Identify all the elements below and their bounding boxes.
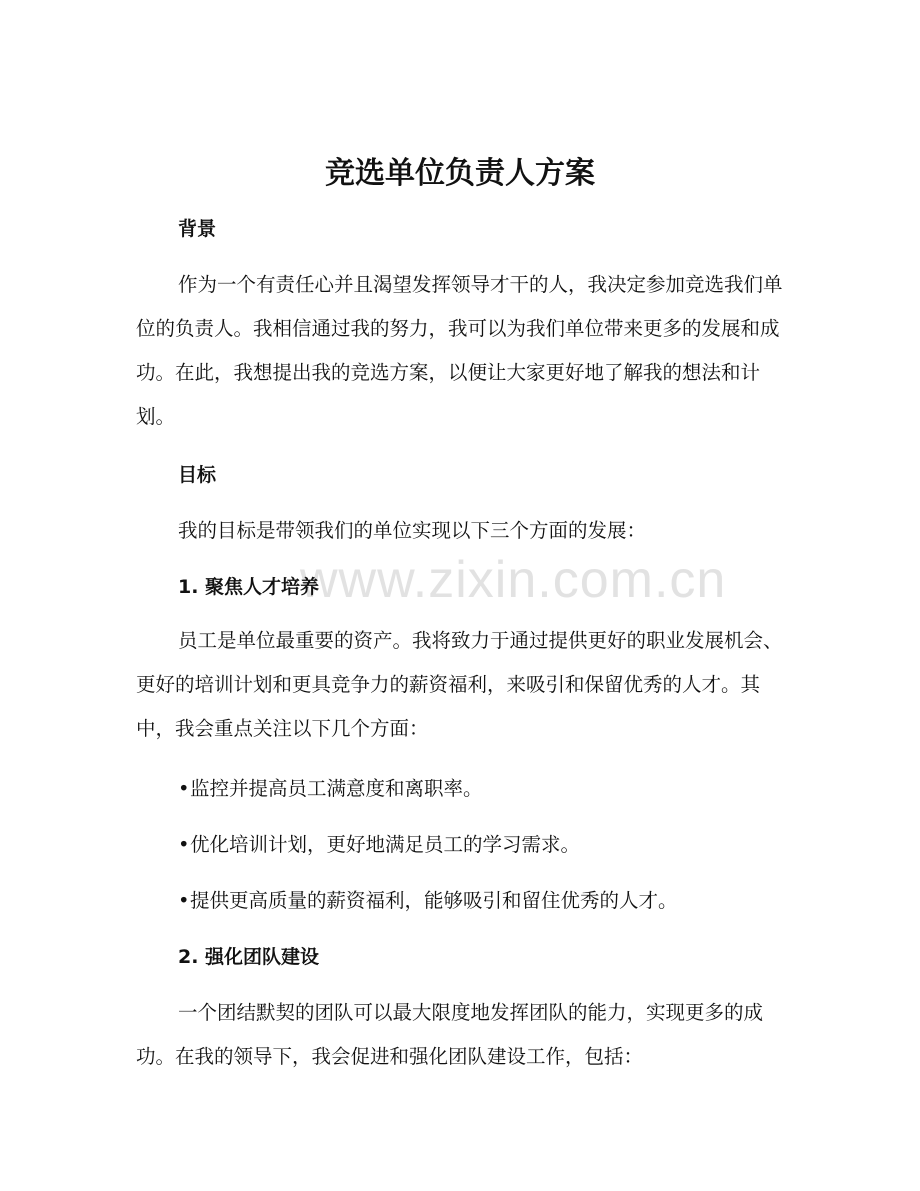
bullet-text: 监控并提高员工满意度和离职率。 (190, 777, 483, 800)
paragraph-background: 作为一个有责任心并且渴望发挥领导才干的人，我决定参加竞选我们单位的负责人。我相信通过我的努力，我可以为我们单位带来更多的发展和成功。在此，我想提出我的竞选方案，以便让大家更好地了解我的想法和计划。 (136, 273, 783, 428)
bullet-item (178, 886, 798, 916)
bullet-item (178, 774, 798, 804)
bullet-text: 提供更高质量的薪资福利，能够吸引和留住优秀的人才。 (190, 889, 678, 912)
document-title: 竞选单位负责人方案 (325, 156, 595, 191)
bullet-dot-icon: • (178, 833, 190, 856)
section-heading-team: 2. 强化团队建设 (178, 946, 320, 968)
bullet-dot-icon: • (178, 777, 190, 800)
watermark-text: www.zixin.com.cn (300, 551, 727, 609)
bullet-text: 优化培训计划，更好地满足员工的学习需求。 (190, 833, 581, 856)
section-heading-goals: 目标 (178, 464, 217, 486)
bullet-item (178, 830, 798, 860)
paragraph-goals: 我的目标是带领我们的单位实现以下三个方面的发展： (178, 519, 647, 542)
paragraph-team: 一个团结默契的团队可以最大限度地发挥团队的能力，实现更多的成功。在我的领导下，我会促进和强化团队建设工作，包括： (136, 1001, 764, 1068)
section-heading-talent: 1. 聚焦人才培养 (178, 576, 320, 598)
bullet-dot-icon: • (178, 889, 190, 912)
paragraph-talent: 员工是单位最重要的资产。我将致力于通过提供更好的职业发展机会、更好的培训计划和更具竞争力的薪资福利，来吸引和保留优秀的人才。其中，我会重点关注以下几个方面： (136, 629, 783, 740)
section-heading-background: 背景 (178, 218, 217, 240)
